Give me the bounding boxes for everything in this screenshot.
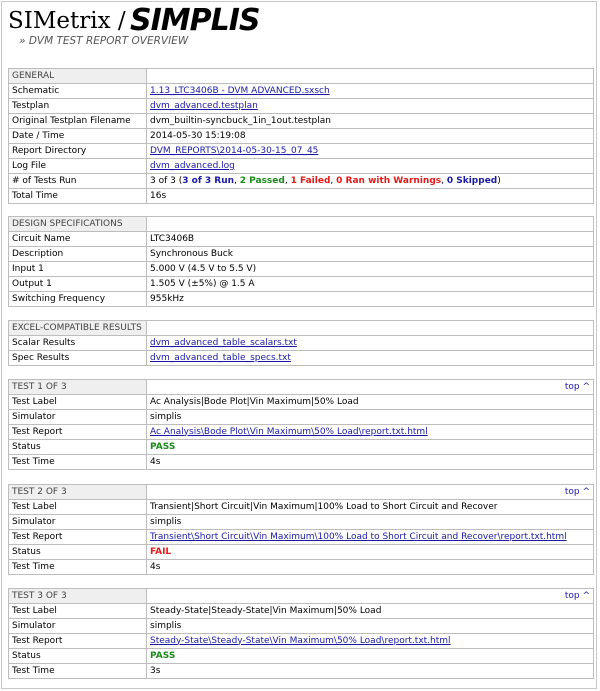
status-badge: PASS bbox=[150, 441, 176, 452]
test-label-value: Transient|Short Circuit|Vin Maximum|100% Load to Short Circuit and Recover bbox=[147, 500, 594, 515]
testplan-link[interactable]: dvm_advanced.testplan bbox=[150, 100, 258, 111]
table-row bbox=[9, 664, 594, 679]
test-report-label: Test Report bbox=[9, 634, 147, 649]
general-table bbox=[8, 68, 594, 204]
switching-frequency-label: Switching Frequency bbox=[9, 292, 147, 307]
page-title: » DVM TEST REPORT OVERVIEW bbox=[19, 35, 189, 47]
table-row bbox=[9, 336, 594, 351]
tests-failed-count: 1 Failed bbox=[290, 175, 331, 186]
table-row bbox=[9, 277, 594, 292]
test-1-header-row bbox=[9, 380, 594, 395]
test-label-label: Test Label bbox=[9, 395, 147, 410]
test-2-top-link[interactable]: top ^ bbox=[564, 486, 590, 497]
output-label: Output 1 bbox=[9, 277, 147, 292]
table-row bbox=[9, 455, 594, 470]
table-row bbox=[9, 545, 594, 560]
input-label: Input 1 bbox=[9, 262, 147, 277]
test-time-label: Test Time bbox=[9, 664, 147, 679]
table-row bbox=[9, 174, 594, 189]
log-file-label: Log File bbox=[9, 159, 147, 174]
table-row bbox=[9, 292, 594, 307]
status-badge: FAIL bbox=[150, 546, 172, 557]
simulator-label: Simulator bbox=[9, 619, 147, 634]
design-section-title: DESIGN SPECIFICATIONS bbox=[9, 217, 147, 232]
test-report-label: Test Report bbox=[9, 425, 147, 440]
table-row bbox=[9, 410, 594, 425]
test-time-value: 3s bbox=[147, 664, 594, 679]
test-2-table bbox=[8, 484, 594, 575]
circuit-name-label: Circuit Name bbox=[9, 232, 147, 247]
test-1-title: TEST 1 OF 3 bbox=[9, 380, 147, 395]
table-row bbox=[9, 99, 594, 114]
table-row bbox=[9, 634, 594, 649]
status-label: Status bbox=[9, 649, 147, 664]
log-file-link[interactable]: dvm_advanced.log bbox=[150, 160, 235, 171]
total-time-label: Total Time bbox=[9, 189, 147, 204]
table-row bbox=[9, 351, 594, 366]
test-report-label: Test Report bbox=[9, 530, 147, 545]
report-directory-link[interactable]: DVM_REPORTS\2014-05-30-15_07_45 bbox=[150, 145, 319, 156]
table-row bbox=[9, 619, 594, 634]
datetime-label: Date / Time bbox=[9, 129, 147, 144]
test-3-table bbox=[8, 588, 594, 679]
table-row bbox=[9, 84, 594, 99]
scalar-results-label: Scalar Results bbox=[9, 336, 147, 351]
table-row bbox=[9, 129, 594, 144]
general-section-title: GENERAL bbox=[9, 69, 147, 84]
test-time-label: Test Time bbox=[9, 560, 147, 575]
scalar-results-link[interactable]: dvm_advanced_table_scalars.txt bbox=[150, 337, 297, 348]
spec-results-label: Spec Results bbox=[9, 351, 147, 366]
test-2-header-row bbox=[9, 485, 594, 500]
test-3-top-link[interactable]: top ^ bbox=[564, 590, 590, 601]
original-testplan-value: dvm_builtin-syncbuck_1in_1out.testplan bbox=[147, 114, 594, 129]
output-value: 1.505 V (±5%) @ 1.5 A bbox=[147, 277, 594, 292]
test-label-label: Test Label bbox=[9, 604, 147, 619]
table-row bbox=[9, 604, 594, 619]
design-header-row bbox=[9, 217, 594, 232]
table-row bbox=[9, 232, 594, 247]
status-label: Status bbox=[9, 545, 147, 560]
test-2-title: TEST 2 OF 3 bbox=[9, 485, 147, 500]
excel-table bbox=[8, 320, 594, 366]
test-1-top-link[interactable]: top ^ bbox=[564, 381, 590, 392]
datetime-value: 2014-05-30 15:19:08 bbox=[147, 129, 594, 144]
test-1-table bbox=[8, 379, 594, 470]
input-value: 5.000 V (4.5 V to 5.5 V) bbox=[147, 262, 594, 277]
tests-run-label: # of Tests Run bbox=[9, 174, 147, 189]
table-row bbox=[9, 515, 594, 530]
total-time-value: 16s bbox=[147, 189, 594, 204]
description-value: Synchronous Buck bbox=[147, 247, 594, 262]
test-1-report-link[interactable]: Ac Analysis\Bode Plot\Vin Maximum\50% Load\report.txt.html bbox=[150, 426, 428, 437]
tests-skipped-count: 0 Skipped bbox=[446, 175, 498, 186]
table-row bbox=[9, 560, 594, 575]
test-time-value: 4s bbox=[147, 455, 594, 470]
simulator-value: simplis bbox=[147, 619, 594, 634]
test-label-value: Steady-State|Steady-State|Vin Maximum|50% Load bbox=[147, 604, 594, 619]
table-row bbox=[9, 159, 594, 174]
table-row bbox=[9, 247, 594, 262]
test-3-header-row bbox=[9, 589, 594, 604]
excel-section-title: EXCEL-COMPATIBLE RESULTS bbox=[9, 321, 147, 336]
tests-passed-count: 2 Passed bbox=[239, 175, 285, 186]
test-label-value: Ac Analysis|Bode Plot|Vin Maximum|50% Load bbox=[147, 395, 594, 410]
table-row bbox=[9, 649, 594, 664]
simulator-value: simplis bbox=[147, 515, 594, 530]
design-table bbox=[8, 216, 594, 307]
table-row bbox=[9, 395, 594, 410]
excel-header-row bbox=[9, 321, 594, 336]
test-label-label: Test Label bbox=[9, 500, 147, 515]
circuit-name-value: LTC3406B bbox=[147, 232, 594, 247]
test-time-value: 4s bbox=[147, 560, 594, 575]
test-2-report-link[interactable]: Transient\Short Circuit\Vin Maximum\100% Load to Short Circuit and Recover\report.txt.html bbox=[150, 531, 567, 542]
test-time-label: Test Time bbox=[9, 455, 147, 470]
testplan-label: Testplan bbox=[9, 99, 147, 114]
tests-warnings-count: 0 Ran with Warnings bbox=[336, 175, 442, 186]
table-row bbox=[9, 500, 594, 515]
simulator-label: Simulator bbox=[9, 515, 147, 530]
status-badge: PASS bbox=[150, 650, 176, 661]
test-3-title: TEST 3 OF 3 bbox=[9, 589, 147, 604]
original-testplan-label: Original Testplan Filename bbox=[9, 114, 147, 129]
description-label: Description bbox=[9, 247, 147, 262]
table-row bbox=[9, 189, 594, 204]
table-row bbox=[9, 262, 594, 277]
tests-run-count: 3 of 3 Run bbox=[182, 175, 235, 186]
general-header-row bbox=[9, 69, 594, 84]
switching-frequency-value: 955kHz bbox=[147, 292, 594, 307]
simulator-label: Simulator bbox=[9, 410, 147, 425]
table-row bbox=[9, 114, 594, 129]
table-row bbox=[9, 530, 594, 545]
table-row bbox=[9, 440, 594, 455]
report-directory-label: Report Directory bbox=[9, 144, 147, 159]
table-row bbox=[9, 144, 594, 159]
brand-simplis: SIMPLIS bbox=[130, 3, 260, 38]
table-row bbox=[9, 425, 594, 440]
brand-simetrix: SIMetrix / bbox=[8, 8, 126, 34]
schematic-label: Schematic bbox=[9, 84, 147, 99]
test-3-report-link[interactable]: Steady-State\Steady-State\Vin Maximum\50% Load\report.txt.html bbox=[150, 635, 451, 646]
spec-results-link[interactable]: dvm_advanced_table_specs.txt bbox=[150, 352, 291, 363]
schematic-link[interactable]: 1.13_LTC3406B - DVM ADVANCED.sxsch bbox=[150, 85, 330, 96]
simulator-value: simplis bbox=[147, 410, 594, 425]
tests-run-summary: 3 of 3 (3 of 3 Run, 2 Passed, 1 Failed, 0 Ran with Warnings, 0 Skipped) bbox=[147, 174, 594, 189]
status-label: Status bbox=[9, 440, 147, 455]
